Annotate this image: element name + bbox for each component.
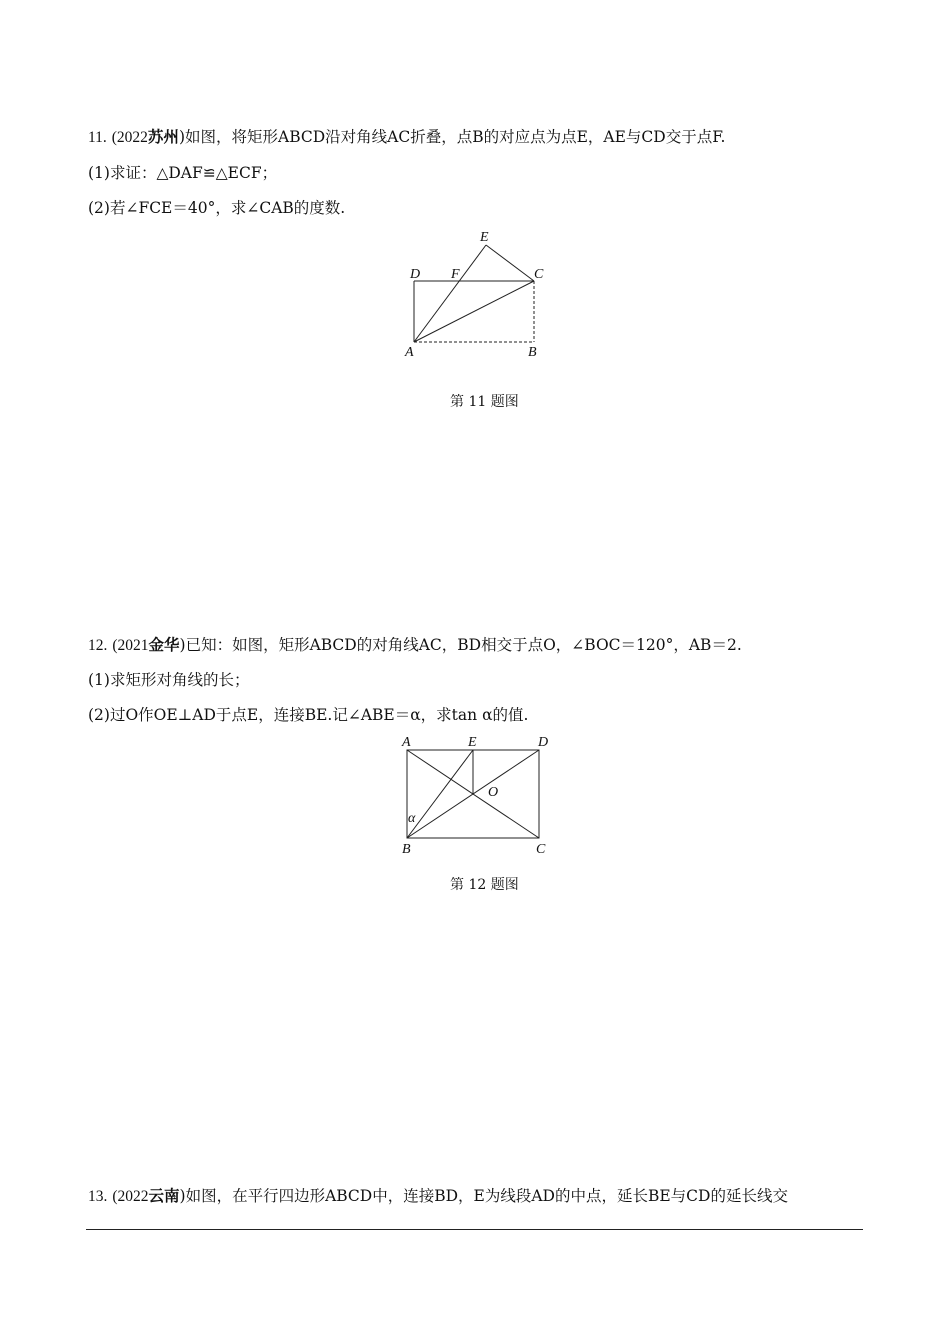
q11-part2: (2)若∠FCE＝40°，求∠CAB的度数. — [88, 199, 346, 217]
q13-stem-text: 如图，在平行四边形ABCD中，连接BD，E为线段AD的中点，延长BE与CD的延长线交 — [185, 1187, 788, 1205]
q12-figure — [394, 732, 559, 860]
q11-part1: (1)求证：△DAF≌△ECF； — [88, 164, 278, 182]
q12-source: (2021 — [112, 637, 149, 654]
q12-label-alpha: α — [408, 811, 416, 826]
q11-caption: 第 11 题图 — [450, 394, 519, 410]
q12-label-E: E — [468, 735, 477, 750]
q12-stem-text: 已知：如图，矩形ABCD的对角线AC，BD相交于点O，∠BOC＝120°，AB＝2. — [185, 636, 742, 654]
q11-label-A: A — [405, 345, 414, 360]
q11-label-D: D — [410, 267, 421, 282]
q12-segment-BE — [407, 750, 473, 838]
q11-figure — [398, 226, 558, 364]
q11-label-F: F — [451, 267, 460, 282]
q11-region: 苏州 — [147, 127, 179, 146]
q12-number: 12. — [88, 637, 108, 654]
q12-label-A: A — [402, 735, 411, 750]
q12-part1: (1)求矩形对角线的长； — [88, 671, 250, 689]
q12-caption: 第 12 题图 — [450, 877, 519, 893]
q12-label-C: C — [536, 842, 546, 857]
q11-segment-AC — [414, 281, 534, 342]
q11-number: 11. — [88, 129, 107, 146]
q12-part2: (2)过O作OE⊥AD于点E，连接BE.记∠ABE＝α，求tan α的值. — [88, 706, 529, 724]
q13-number: 13. — [88, 1188, 108, 1205]
q11-stem: 11. (2022苏州)如图，将矩形ABCD沿对角线AC折叠，点B的对应点为点E，AE与CD交于点F. — [88, 127, 726, 146]
q11-stem-text: 如图，将矩形ABCD沿对角线AC折叠，点B的对应点为点E，AE与CD交于点F. — [185, 128, 726, 146]
q12-region: 金华 — [148, 635, 180, 654]
q12-stem: 12. (2021金华)已知：如图，矩形ABCD的对角线AC，BD相交于点O，∠BOC＝120°，AB＝2. — [88, 635, 742, 654]
page-bottom-divider — [86, 1229, 863, 1230]
q13-source: (2022 — [112, 1188, 149, 1205]
q12-label-O: O — [488, 785, 499, 800]
q12-label-D: D — [538, 735, 549, 750]
q13-region: 云南 — [148, 1186, 180, 1205]
q11-segment-AE — [414, 245, 486, 342]
q13-stem: 13. (2022云南)如图，在平行四边形ABCD中，连接BD，E为线段AD的中点，延长BE与CD的延长线交 — [88, 1186, 788, 1205]
q11-segment-EC — [486, 245, 534, 281]
q12-label-B: B — [402, 842, 411, 857]
q11-source: (2022 — [111, 129, 148, 146]
q11-label-E: E — [480, 230, 489, 245]
q11-label-C: C — [534, 267, 544, 282]
q11-label-B: B — [528, 345, 537, 360]
